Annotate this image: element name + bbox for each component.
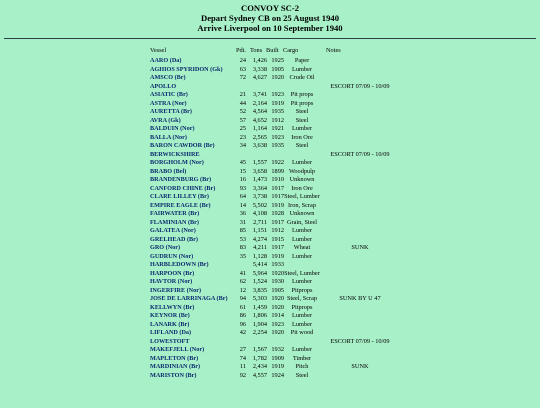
- cell-tons: 2,565: [252, 133, 267, 141]
- cell-cargo: Lumber: [292, 312, 312, 319]
- cell-name: BRABO (Bel): [150, 167, 187, 175]
- cell-cargo: Lumber: [292, 227, 312, 234]
- table-row: [0, 193, 540, 202]
- cell-cargo: Lumber: [292, 252, 312, 260]
- cell-pob: 57: [239, 116, 246, 124]
- cell-built: 1919: [271, 252, 284, 260]
- cell-pob: 36: [239, 210, 246, 217]
- cell-cargo: Lumber: [292, 65, 312, 73]
- cell-name: BARON CAWDOR (Br): [150, 142, 215, 149]
- cell-tons: 1,524: [252, 278, 267, 285]
- cell-built: 1905: [271, 286, 284, 294]
- cell-name: ASIATIC (Br): [150, 91, 188, 98]
- cell-pob: 12: [239, 286, 246, 294]
- cell-tons: 1,151: [252, 227, 267, 234]
- cell-built: 1923: [271, 133, 284, 141]
- cell-built: 1923: [271, 320, 284, 328]
- table-row: [0, 108, 540, 117]
- cell-name: AVRA (Gk): [150, 116, 181, 124]
- cell-tons: 1,782: [252, 354, 267, 362]
- col-vessel: Vessel: [150, 47, 167, 54]
- cell-pob: 35: [239, 252, 246, 260]
- cell-pob: 42: [239, 329, 246, 336]
- cell-name: JOSE DE LARRINAGA (Br): [150, 295, 228, 302]
- cell-pob: 16: [239, 176, 246, 183]
- cell-name: KELLWYN (Br): [150, 303, 195, 311]
- cell-tons: 1,806: [252, 312, 267, 319]
- table-row: [0, 270, 540, 279]
- cell-built: 1920: [271, 269, 284, 277]
- cell-tons: 2,164: [252, 99, 267, 107]
- cell-built: 1915: [271, 235, 284, 243]
- table-row: [0, 83, 540, 92]
- cell-name: INGERFIRE (Nor): [150, 286, 202, 294]
- cell-cargo: Pitch: [295, 363, 309, 370]
- cell-built: 1912: [271, 227, 284, 234]
- cell-built: 1910: [271, 176, 284, 183]
- cell-built: 1920: [271, 329, 284, 336]
- cell-cargo: Iron Ore: [291, 133, 313, 141]
- table-row: [0, 210, 540, 219]
- cell-name: HARPOON (Br): [150, 269, 195, 277]
- convoy-header: [0, 3, 540, 33]
- cell-name: AMSCO (Br): [150, 74, 186, 81]
- cell-name: LOWESTOFT: [150, 337, 190, 345]
- cell-cargo: Iron, Scrap: [288, 201, 316, 209]
- cell-built: 1919: [271, 201, 284, 209]
- cell-pob: 21: [239, 91, 246, 98]
- cell-tons: 1,567: [252, 346, 267, 353]
- cell-cargo: Wheat: [293, 244, 311, 251]
- vessel-table: [0, 57, 540, 380]
- cell-name: GUDRUN (Nor): [150, 252, 194, 260]
- table-row: [0, 159, 540, 168]
- cell-cargo: Pitprops: [291, 286, 313, 294]
- cell-name: MAKEFJELL (Nor): [150, 346, 205, 353]
- page-title: CONVOY SC-2: [241, 3, 299, 13]
- cell-name: APOLLO: [150, 82, 177, 90]
- cell-pob: 85: [239, 227, 246, 234]
- cell-cargo: Steel: [295, 108, 309, 115]
- cell-cargo: Steel, Lumber: [284, 269, 320, 277]
- table-row: [0, 151, 540, 160]
- cell-tons: 3,835: [252, 286, 267, 294]
- cell-pob: 41: [239, 269, 246, 277]
- cell-pob: 25: [239, 125, 246, 132]
- table-row: [0, 176, 540, 185]
- cell-cargo: Steel: [295, 371, 309, 379]
- cell-name: CLARE LILLEY (Br): [150, 193, 209, 200]
- cell-tons: 1,128: [252, 252, 267, 260]
- cell-tons: 3,658: [252, 167, 267, 175]
- cell-built: 1917: [271, 193, 284, 200]
- cell-notes: ESCORT 07/09 - 10/09: [330, 337, 390, 345]
- cell-cargo: Lumber: [292, 278, 312, 285]
- cell-pob: 27: [239, 346, 246, 353]
- cell-cargo: Steel, Scrap: [286, 295, 318, 302]
- cell-name: ASTRA (Nor): [150, 99, 187, 107]
- cell-tons: 5,502: [252, 201, 267, 209]
- cell-tons: 1,459: [252, 303, 267, 311]
- table-row: [0, 304, 540, 313]
- table-row: [0, 219, 540, 228]
- cell-pob: 72: [239, 74, 246, 81]
- cell-tons: 4,274: [252, 235, 267, 243]
- cell-name: LIFLAND (Da): [150, 329, 192, 336]
- header-divider: [4, 38, 536, 39]
- cell-cargo: Pit props: [290, 99, 314, 107]
- cell-tons: 1,473: [252, 176, 267, 183]
- cell-name: EMPIRE EAGLE (Br): [150, 201, 211, 209]
- cell-name: GRO (Nor): [150, 244, 181, 251]
- table-row: [0, 372, 540, 381]
- cell-built: 1899: [271, 167, 284, 175]
- cell-pob: 44: [239, 99, 246, 107]
- table-row: [0, 227, 540, 236]
- cell-pob: 92: [239, 371, 246, 379]
- cell-tons: 3,338: [252, 65, 267, 73]
- cell-built: 1920: [271, 303, 284, 311]
- table-row: [0, 66, 540, 75]
- cell-name: BALLA (Nor): [150, 133, 187, 141]
- cell-tons: 3,738: [252, 193, 267, 200]
- cell-cargo: Lumber: [292, 125, 312, 132]
- cell-tons: 3,364: [252, 184, 267, 192]
- cell-cargo: Steel: [295, 142, 309, 149]
- col-notes: Notes: [326, 47, 341, 54]
- cell-name: AGHIOS SPYRIDON (Gk): [150, 65, 223, 73]
- cell-built: 1932: [271, 346, 284, 353]
- cell-tons: 4,627: [252, 74, 267, 81]
- cell-pob: 63: [239, 65, 246, 73]
- cell-cargo: Pit wood: [290, 329, 314, 336]
- cell-name: LANARK (Br): [150, 320, 190, 328]
- cell-pob: 24: [239, 57, 246, 64]
- cell-built: 1924: [271, 371, 284, 379]
- cell-notes: SUNK: [351, 363, 369, 370]
- cell-name: AARO (Da): [150, 57, 182, 64]
- cell-pob: 93: [239, 184, 246, 192]
- cell-built: 1919: [271, 363, 284, 370]
- cell-pob: 31: [239, 218, 246, 226]
- cell-pob: 34: [239, 142, 246, 149]
- cell-name: BRANDENBURG (Br): [150, 176, 212, 183]
- cell-notes: ESCORT 07/09 - 10/09: [330, 150, 390, 158]
- cell-cargo: Unknown: [289, 210, 315, 217]
- cell-name: HAVTOR (Nor): [150, 278, 193, 285]
- cell-name: AURETTA (Br): [150, 108, 192, 115]
- cell-tons: 5,414: [252, 261, 267, 268]
- cell-built: 1905: [271, 65, 284, 73]
- table-row: [0, 253, 540, 262]
- table-row: [0, 261, 540, 270]
- cell-built: 1917: [271, 244, 284, 251]
- cell-name: GALATEA (Nor): [150, 227, 196, 234]
- cell-pob: 52: [239, 108, 246, 115]
- cell-built: 1912: [271, 116, 284, 124]
- cell-cargo: Woodpulp: [288, 167, 316, 175]
- cell-built: 1928: [271, 210, 284, 217]
- cell-built: 1921: [271, 125, 284, 132]
- table-row: [0, 355, 540, 364]
- cell-tons: 3,638: [252, 142, 267, 149]
- cell-built: 1930: [271, 278, 284, 285]
- table-row: [0, 338, 540, 347]
- cell-built: 1920: [271, 74, 284, 81]
- cell-cargo: Steel: [295, 116, 309, 124]
- cell-tons: 4,108: [252, 210, 267, 217]
- cell-pob: 45: [239, 159, 246, 166]
- table-row: [0, 329, 540, 338]
- col-built: Built: [266, 47, 279, 54]
- cell-name: BERWICKSHIRE: [150, 150, 200, 158]
- cell-built: 1914: [271, 312, 284, 319]
- cell-tons: 4,557: [252, 371, 267, 379]
- table-row: [0, 363, 540, 372]
- cell-built: 1917: [271, 218, 284, 226]
- cell-cargo: Paper: [294, 57, 310, 64]
- cell-built: 1933: [271, 261, 284, 268]
- cell-tons: 2,711: [253, 218, 267, 226]
- cell-tons: 4,652: [252, 116, 267, 124]
- cell-cargo: Grain, Steel: [286, 218, 318, 226]
- cell-tons: 1,164: [252, 125, 267, 132]
- cell-name: MAPLETON (Br): [150, 354, 199, 362]
- depart-line: Depart Sydney CB on 25 August 1940: [201, 13, 339, 23]
- table-row: [0, 57, 540, 66]
- cell-pob: 96: [239, 320, 246, 328]
- table-row: [0, 100, 540, 109]
- cell-pob: 64: [239, 193, 246, 200]
- column-headers: [0, 47, 540, 56]
- table-row: [0, 168, 540, 177]
- cell-built: 1917: [271, 184, 284, 192]
- cell-cargo: Lumber: [292, 346, 312, 353]
- cell-cargo: Crude Oil: [289, 74, 315, 81]
- cell-tons: 2,434: [252, 363, 267, 370]
- cell-built: 1923: [271, 91, 284, 98]
- cell-cargo: Lumber: [292, 235, 312, 243]
- cell-name: FAIRWATER (Br): [150, 210, 200, 217]
- cell-tons: 5,303: [252, 295, 267, 302]
- cell-name: BALDUIN (Nor): [150, 125, 195, 132]
- cell-built: 1909: [271, 354, 284, 362]
- table-row: [0, 295, 540, 304]
- cell-pob: 62: [239, 278, 246, 285]
- cell-name: KEYNOR (Br): [150, 312, 190, 319]
- col-tons: Tons: [250, 47, 263, 54]
- table-row: [0, 74, 540, 83]
- cell-name: MARDINIAN (Br): [150, 363, 201, 370]
- cell-built: 1922: [271, 159, 284, 166]
- cell-pob: 14: [239, 201, 246, 209]
- cell-tons: 1,426: [252, 57, 267, 64]
- table-row: [0, 244, 540, 253]
- cell-tons: 4,211: [253, 244, 267, 251]
- table-row: [0, 185, 540, 194]
- cell-tons: 5,964: [252, 269, 267, 277]
- cell-built: 1935: [271, 108, 284, 115]
- cell-pob: 74: [239, 354, 246, 362]
- cell-built: 1920: [271, 295, 284, 302]
- table-row: [0, 312, 540, 321]
- cell-name: GRELHEAD (Br): [150, 235, 198, 243]
- cell-cargo: Lumber: [292, 159, 312, 166]
- table-row: [0, 125, 540, 134]
- table-row: [0, 142, 540, 151]
- cell-built: 1935: [271, 142, 284, 149]
- cell-cargo: Steel, Lumber: [284, 193, 320, 200]
- cell-tons: 2,254: [252, 329, 267, 336]
- table-row: [0, 134, 540, 143]
- cell-tons: 1,557: [252, 159, 267, 166]
- col-cargo: Cargo: [283, 47, 299, 54]
- table-row: [0, 117, 540, 126]
- table-row: [0, 287, 540, 296]
- cell-pob: 86: [239, 312, 246, 319]
- cell-pob: 23: [239, 133, 246, 141]
- cell-name: CANFORD CHINE (Br): [150, 184, 216, 192]
- table-row: [0, 346, 540, 355]
- cell-pob: 94: [239, 295, 246, 302]
- cell-built: 1919: [271, 99, 284, 107]
- cell-cargo: Pitprops: [291, 303, 313, 311]
- arrive-line: Arrive Liverpool on 10 September 1940: [197, 23, 343, 33]
- cell-name: MARISTON (Br): [150, 371, 197, 379]
- cell-name: FLAMINIAN (Br): [150, 218, 199, 226]
- cell-pob: 11: [239, 363, 246, 370]
- cell-notes: ESCORT 07/09 - 10/09: [330, 82, 390, 90]
- cell-name: HARBLEDOWN (Br): [150, 261, 209, 268]
- cell-tons: 4,564: [252, 108, 267, 115]
- table-row: [0, 236, 540, 245]
- cell-tons: 3,741: [252, 91, 267, 98]
- cell-notes: SUNK BY U 47: [339, 295, 381, 302]
- cell-cargo: Lumber: [292, 320, 312, 328]
- table-row: [0, 91, 540, 100]
- cell-cargo: Timber: [292, 354, 312, 362]
- cell-name: BORGHOLM (Nor): [150, 159, 204, 166]
- col-pob: Pdt.: [236, 47, 246, 54]
- cell-pob: 61: [239, 303, 246, 311]
- cell-notes: SUNK: [351, 244, 369, 251]
- table-row: [0, 202, 540, 211]
- table-row: [0, 321, 540, 330]
- cell-pob: 53: [239, 235, 246, 243]
- cell-cargo: Unknown: [289, 176, 315, 183]
- cell-cargo: Pit props: [290, 91, 314, 98]
- cell-pob: 15: [239, 167, 246, 175]
- cell-cargo: Iron Ore: [291, 184, 313, 192]
- cell-pob: 83: [239, 244, 246, 251]
- cell-tons: 1,904: [252, 320, 267, 328]
- table-row: [0, 278, 540, 287]
- cell-built: 1925: [271, 57, 284, 64]
